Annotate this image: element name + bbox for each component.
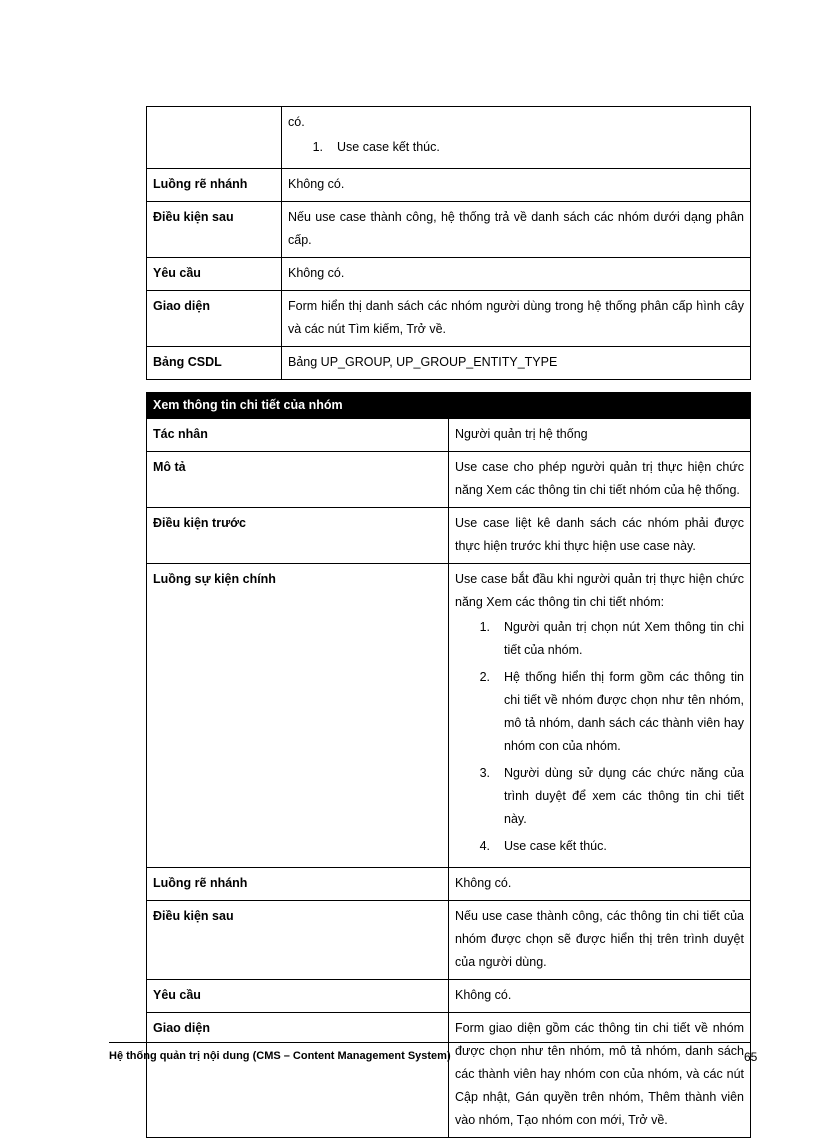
- main-flow-intro: Use case bắt đầu khi người quản trị thực hiện chức năng Xem các thông tin chi tiết nhóm:: [455, 572, 744, 609]
- step-text: Hệ thống hiển thị form gồm các thông tin chi tiết về nhóm được chọn như tên nhóm, mô tả nhóm, danh sách các thành viên hay nhóm con của nhóm.: [504, 670, 744, 753]
- interface-value: Form giao diện gồm các thông tin chi tiết về nhóm được chọn như tên nhóm, mô tả nhóm, danh sách các thành viên hay nhóm con của nhóm, và các nút Cập nhật, Gán quyền trên nhóm, Thêm thành viên vào nhóm, Tạo nhóm con mới, Trở về.: [449, 1013, 751, 1138]
- row-label: Luồng rẽ nhánh: [147, 169, 282, 202]
- row-label: [147, 107, 282, 169]
- table-row: [147, 868, 751, 901]
- footer-divider: [109, 1042, 751, 1043]
- table-row: [147, 980, 751, 1013]
- main-flow-label: Luồng sự kiện chính: [147, 564, 449, 868]
- row-value: Form hiển thị danh sách các nhóm người dùng trong hệ thống phân cấp hình cây và các nút Tìm kiếm, Trở về.: [282, 291, 751, 347]
- step-list: [455, 616, 744, 858]
- table-row: [147, 508, 751, 564]
- footer-title: Hệ thống quản trị nội dung (CMS – Content Management System): [109, 1050, 451, 1062]
- step-number: 2.: [479, 670, 490, 684]
- row-label: Bảng CSDL: [147, 347, 282, 380]
- table-row: [147, 258, 751, 291]
- step-number: 1.: [479, 620, 490, 634]
- actor-value: Người quản trị hệ thống: [449, 419, 751, 452]
- table-row: [147, 202, 751, 258]
- step-item: [455, 762, 744, 831]
- postcondition-label: Điều kiện sau: [147, 901, 449, 980]
- table-row: [147, 452, 751, 508]
- row-value: Nếu use case thành công, hệ thống trả về danh sách các nhóm dưới dạng phân cấp.: [282, 202, 751, 258]
- row-label: Giao diện: [147, 291, 282, 347]
- use-case-table-group-detail: [146, 392, 751, 1138]
- main-flow-value: [449, 564, 751, 868]
- use-case-title: Xem thông tin chi tiết của nhóm: [147, 393, 751, 419]
- use-case-table-continued: [146, 106, 751, 380]
- requirements-value: Không có.: [449, 980, 751, 1013]
- postcondition-value: Nếu use case thành công, các thông tin chi tiết của nhóm được chọn sẽ được hiển thị trên trình duyệt của người dùng.: [449, 901, 751, 980]
- table-header-row: [147, 393, 751, 419]
- table-row: [147, 419, 751, 452]
- alt-flow-value: Không có.: [449, 868, 751, 901]
- row-value: Không có.: [282, 169, 751, 202]
- interface-label: Giao diện: [147, 1013, 449, 1138]
- continued-text: có.: [288, 115, 305, 129]
- requirements-label: Yêu cầu: [147, 980, 449, 1013]
- row-value: Không có.: [282, 258, 751, 291]
- alt-flow-label: Luồng rẽ nhánh: [147, 868, 449, 901]
- row-label: Điều kiện sau: [147, 202, 282, 258]
- page-number: 65: [744, 1050, 758, 1064]
- table-row: [147, 564, 751, 868]
- step-text: Người quản trị chọn nút Xem thông tin chi tiết của nhóm.: [504, 620, 744, 657]
- step-item: [455, 616, 744, 662]
- step-number: 3.: [479, 766, 490, 780]
- step-text: Use case kết thúc.: [504, 839, 607, 853]
- row-value: Bảng UP_GROUP, UP_GROUP_ENTITY_TYPE: [282, 347, 751, 380]
- step-list: [288, 136, 744, 159]
- precondition-label: Điều kiện trước: [147, 508, 449, 564]
- table-row: [147, 107, 751, 169]
- step-text: Use case kết thúc.: [337, 140, 440, 154]
- actor-label: Tác nhân: [147, 419, 449, 452]
- table-row: [147, 1013, 751, 1138]
- precondition-value: Use case liệt kê danh sách các nhóm phải được thực hiện trước khi thực hiện use case này.: [449, 508, 751, 564]
- description-label: Mô tả: [147, 452, 449, 508]
- step-item: [455, 835, 744, 858]
- table-row: [147, 347, 751, 380]
- step-item: [455, 666, 744, 758]
- step-number: 4.: [479, 839, 490, 853]
- table-row: [147, 901, 751, 980]
- step-item: [288, 136, 744, 159]
- description-value: Use case cho phép người quản trị thực hiện chức năng Xem các thông tin chi tiết nhóm của hệ thống.: [449, 452, 751, 508]
- table-row: [147, 291, 751, 347]
- step-number: 1.: [312, 140, 323, 154]
- table-row: [147, 169, 751, 202]
- row-value: [282, 107, 751, 169]
- step-text: Người dùng sử dụng các chức năng của trình duyệt để xem các thông tin chi tiết này.: [504, 766, 744, 826]
- row-label: Yêu cầu: [147, 258, 282, 291]
